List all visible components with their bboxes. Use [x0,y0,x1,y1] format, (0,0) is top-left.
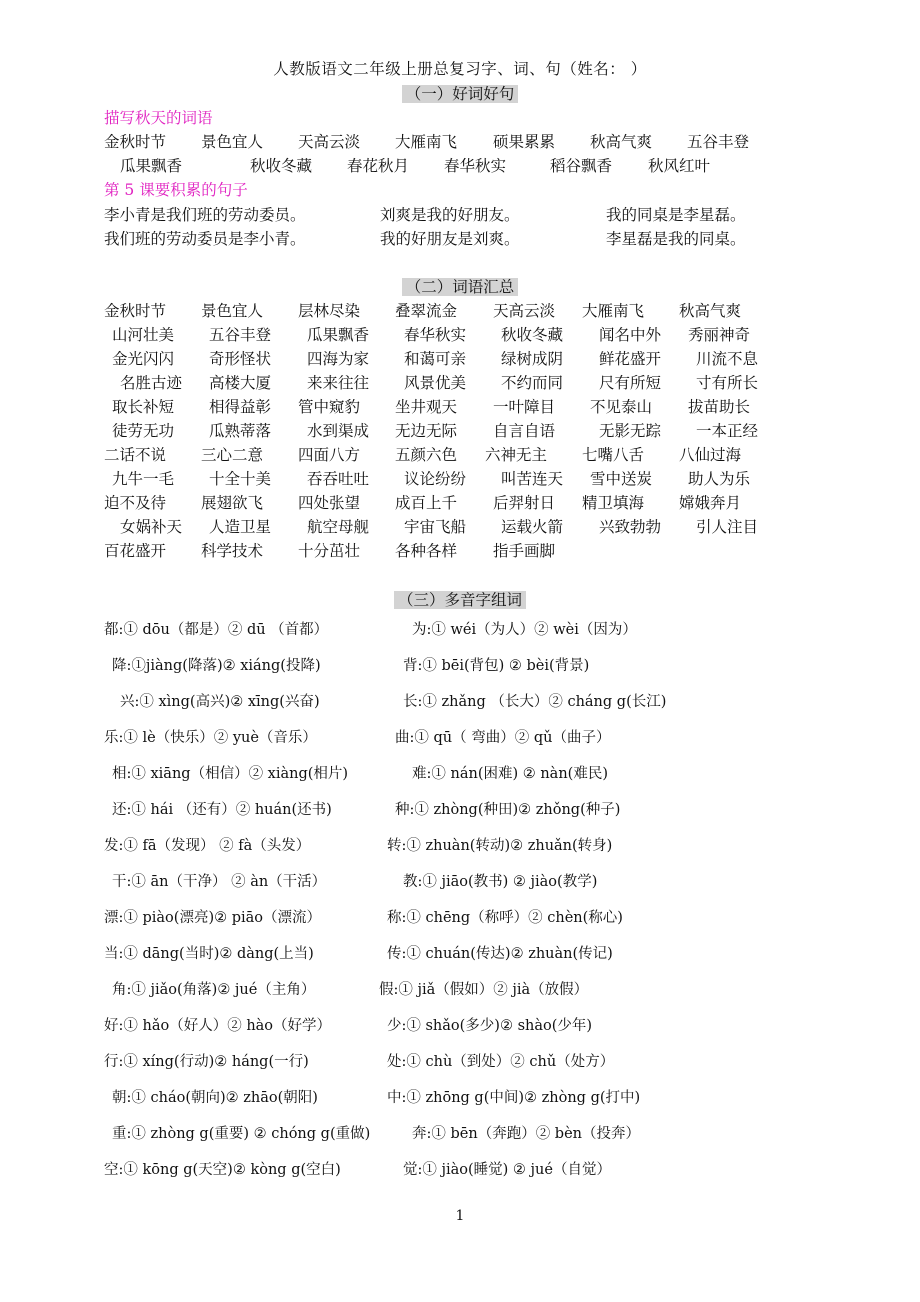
word: 百花盛开 [104,542,167,560]
polyphone-entry: 教:① jiāo(教书) ② jiào(教学) [403,874,598,890]
word: 水到渠成 [307,422,370,440]
word: 大雁南飞 [395,133,458,151]
polyphone-entry: 传:① chuán(传达)② zhuàn(传记) [387,946,613,962]
word: 秀丽神奇 [688,326,751,344]
polyphone-entry: 长:① zhǎng （长大）② cháng g(长江) [403,694,667,710]
sentence: 我们班的劳动委员是李小青。 [104,230,306,248]
word: 尺有所短 [599,374,662,392]
polyphone-entry: 都:① dōu（都是）② dū （首都） [104,622,329,638]
word: 硕果累累 [493,133,556,151]
word: 景色宜人 [201,302,264,320]
word: 无影无踪 [599,422,662,440]
vocab-row [104,420,804,442]
sentence: 我的好朋友是刘爽。 [380,230,520,248]
word: 秋高气爽 [679,302,742,320]
polyphone-entry: 重:① zhòng g(重要) ② chóng g(重做) [112,1126,371,1142]
vocab-row [104,492,804,514]
page-number: 1 [455,1208,465,1224]
word: 叫苦连天 [501,470,564,488]
polyphone-entry: 兴:① xìng(高兴)② xīng(兴奋) [120,694,320,710]
word: 风景优美 [404,374,467,392]
word: 五谷丰登 [687,133,750,151]
word: 三心二意 [201,446,264,464]
autumn-words-heading: 描写秋天的词语 [104,109,213,127]
word: 高楼大厦 [209,374,272,392]
word: 金秋时节 [104,133,167,151]
word: 瓜熟蒂落 [209,422,272,440]
word: 女娲补天 [120,518,183,536]
word: 瓜果飘香 [307,326,370,344]
word: 十全十美 [209,470,272,488]
polyphone-entry: 相:① xiāng（相信）② xiàng(相片) [112,766,349,782]
vocab-row [104,396,804,418]
sentence-row [104,228,804,250]
polyphone-entry: 当:① dāng(当时)② dàng(上当) [104,946,314,962]
word: 引人注目 [696,518,759,536]
word: 春华秋实 [444,157,507,175]
polyphone-entry: 乐:① lè（快乐）② yuè（音乐） [104,730,317,746]
word: 景色宜人 [201,133,264,151]
polyphone-entry: 还:① hái （还有）② huán(还书) [112,802,332,818]
word: 奇形怪状 [209,350,272,368]
polyphone-entry: 转:① zhuàn(转动)② zhuǎn(转身) [387,838,613,854]
word: 川流不息 [696,350,759,368]
word: 后羿射日 [493,494,556,512]
page-title: 人教版语文二年级上册总复习字、词、句（姓名： ） [273,60,647,78]
word: 运载火箭 [501,518,564,536]
word: 秋风红叶 [648,157,711,175]
word: 五谷丰登 [209,326,272,344]
word: 成百上千 [395,494,458,512]
word: 春华秋实 [404,326,467,344]
word: 雪中送炭 [590,470,653,488]
polyphone-entry: 假:① jiǎ（假如）② jià（放假） [379,982,589,998]
vocab-row [104,540,804,562]
section3-heading: （三）多音字组词 [0,589,920,611]
vocab-row [104,516,804,538]
word: 层林尽染 [298,302,361,320]
word: 拔苗助长 [688,398,751,416]
section2-heading: （二）词语汇总 [0,276,920,298]
word: 金光闪闪 [112,350,175,368]
word: 嫦娥奔月 [679,494,742,512]
word: 展翅欲飞 [201,494,264,512]
word: 八仙过海 [679,446,742,464]
word: 九牛一毛 [112,470,175,488]
word: 人造卫星 [209,518,272,536]
word: 管中窥豹 [298,398,361,416]
word: 指手画脚 [493,542,556,560]
word: 十分茁壮 [298,542,361,560]
sentence: 李小青是我们班的劳动委员。 [104,206,306,224]
sentence: 李星磊是我的同桌。 [606,230,746,248]
word: 精卫填海 [582,494,645,512]
word: 天高云淡 [298,133,361,151]
word: 各种各样 [395,542,458,560]
word: 相得益彰 [209,398,272,416]
word: 稻谷飘香 [550,157,613,175]
polyphone-entry: 背:① bēi(背包) ② bèi(背景) [403,658,590,674]
word: 迫不及待 [104,494,167,512]
polyphone-entry: 觉:① jiào(睡觉) ② jué（自觉） [403,1162,611,1178]
word: 徒劳无功 [112,422,175,440]
polyphone-entry: 处:① chù（到处）② chǔ（处方） [387,1054,615,1070]
word: 秋收冬藏 [250,157,313,175]
polyphone-entry: 角:① jiǎo(角落)② jué（主角） [112,982,316,998]
polyphone-entry: 曲:① qū（ 弯曲）② qǔ（曲子） [395,730,611,746]
sentences-heading: 第 5 课要积累的句子 [104,181,248,199]
vocab-row [104,444,804,466]
word: 四处张望 [298,494,361,512]
polyphone-entry: 行:① xíng(行动)② háng(一行) [104,1054,309,1070]
polyphone-entry: 称:① chēng（称呼）② chèn(称心) [387,910,623,926]
word: 和蔼可亲 [404,350,467,368]
word: 绿树成阴 [501,350,564,368]
word: 大雁南飞 [582,302,645,320]
polyphone-entry: 降:①jiàng(降落)② xiáng(投降) [112,658,321,674]
vocab-row [104,348,804,370]
vocab-row [104,372,804,394]
word: 四面八方 [298,446,361,464]
word: 五颜六色 [395,446,458,464]
word: 宇宙飞船 [404,518,467,536]
word: 名胜古迹 [120,374,183,392]
word: 叠翠流金 [395,302,458,320]
polyphone-entry: 发:① fā（发现） ② fà（头发） [104,838,311,854]
word: 鲜花盛开 [599,350,662,368]
polyphone-entry: 空:① kōng g(天空)② kòng g(空白) [104,1162,341,1178]
polyphone-entry: 少:① shǎo(多少)② shào(少年) [387,1018,593,1034]
polyphone-entry: 为:① wéi（为人）② wèi（因为） [412,622,637,638]
word: 山河壮美 [112,326,175,344]
word: 航空母舰 [307,518,370,536]
word: 议论纷纷 [404,470,467,488]
word: 助人为乐 [688,470,751,488]
word: 秋高气爽 [590,133,653,151]
word: 六神无主 [485,446,548,464]
vocab-row [104,300,804,322]
polyphone-entry: 奔:① bēn（奔跑）② bèn（投奔） [412,1126,641,1142]
word: 来来往往 [307,374,370,392]
word: 取长补短 [112,398,175,416]
autumn-row [104,155,804,177]
polyphone-entry: 好:① hǎo（好人）② hào（好学） [104,1018,332,1034]
polyphone-entry: 干:① ān（干净） ② àn（干活） [112,874,327,890]
word: 坐井观天 [395,398,458,416]
sentence: 我的同桌是李星磊。 [606,206,746,224]
autumn-row [104,131,804,153]
word: 四海为家 [307,350,370,368]
word: 吞吞吐吐 [307,470,370,488]
word: 秋收冬藏 [501,326,564,344]
word: 春花秋月 [347,157,410,175]
word: 一叶障目 [493,398,556,416]
word: 寸有所长 [696,374,759,392]
word: 天高云淡 [493,302,556,320]
word: 科学技术 [201,542,264,560]
section1-heading: （一）好词好句 [0,83,920,105]
word: 金秋时节 [104,302,167,320]
word: 不约而同 [501,374,564,392]
word: 无边无际 [395,422,458,440]
polyphone-entry: 漂:① piào(漂亮)② piāo（漂流） [104,910,322,926]
vocab-row [104,324,804,346]
word: 兴致勃勃 [599,518,662,536]
polyphone-entry: 朝:① cháo(朝向)② zhāo(朝阳) [112,1090,318,1106]
word: 二话不说 [104,446,167,464]
word: 一本正经 [696,422,759,440]
polyphone-entry: 种:① zhòng(种田)② zhǒng(种子) [395,802,621,818]
word: 自言自语 [493,422,556,440]
polyphone-entry: 中:① zhōng g(中间)② zhòng g(打中) [387,1090,641,1106]
polyphone-entry: 难:① nán(困难) ② nàn(难民) [412,766,608,782]
vocab-row [104,468,804,490]
word: 瓜果飘香 [120,157,183,175]
word: 七嘴八舌 [582,446,645,464]
word: 闻名中外 [599,326,662,344]
word: 不见泰山 [590,398,653,416]
sentence: 刘爽是我的好朋友。 [380,206,520,224]
sentence-row [104,204,804,226]
